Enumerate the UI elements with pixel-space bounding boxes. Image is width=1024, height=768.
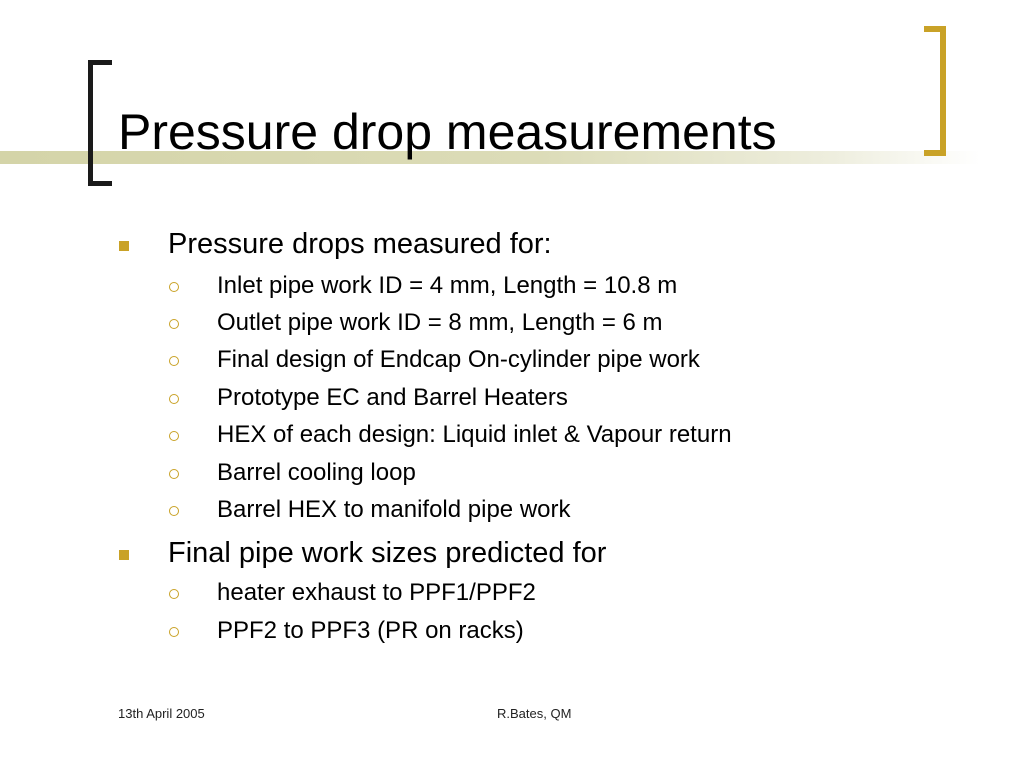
subbullet-text: Barrel cooling loop xyxy=(217,459,416,486)
footer-date: 13th April 2005 xyxy=(118,706,205,721)
left-bracket-decoration xyxy=(88,60,112,186)
circle-bullet-icon xyxy=(169,627,179,637)
circle-bullet-icon xyxy=(169,394,179,404)
footer-author: R.Bates, QM xyxy=(497,706,572,721)
circle-bullet-icon xyxy=(169,319,179,329)
slide-title: Pressure drop measurements xyxy=(118,104,777,160)
bullet-text: Final pipe work sizes predicted for xyxy=(168,537,607,569)
subbullet-text: PPF2 to PPF3 (PR on racks) xyxy=(217,617,524,644)
circle-bullet-icon xyxy=(169,506,179,516)
subbullet-text: Prototype EC and Barrel Heaters xyxy=(217,384,568,411)
circle-bullet-icon xyxy=(169,469,179,479)
right-bracket-decoration xyxy=(924,26,946,156)
circle-bullet-icon xyxy=(169,431,179,441)
circle-bullet-icon xyxy=(169,356,179,366)
subbullet-text: Final design of Endcap On-cylinder pipe work xyxy=(217,346,700,373)
circle-bullet-icon xyxy=(169,589,179,599)
subbullet-text: HEX of each design: Liquid inlet & Vapour return xyxy=(217,421,732,448)
square-bullet-icon xyxy=(119,241,129,251)
circle-bullet-icon xyxy=(169,282,179,292)
bullet-text: Pressure drops measured for: xyxy=(168,228,552,260)
subbullet-text: Outlet pipe work ID = 8 mm, Length = 6 m xyxy=(217,309,663,336)
subbullet-text: Inlet pipe work ID = 4 mm, Length = 10.8 m xyxy=(217,272,678,299)
square-bullet-icon xyxy=(119,550,129,560)
subbullet-text: Barrel HEX to manifold pipe work xyxy=(217,496,571,523)
subbullet-text: heater exhaust to PPF1/PPF2 xyxy=(217,579,536,606)
